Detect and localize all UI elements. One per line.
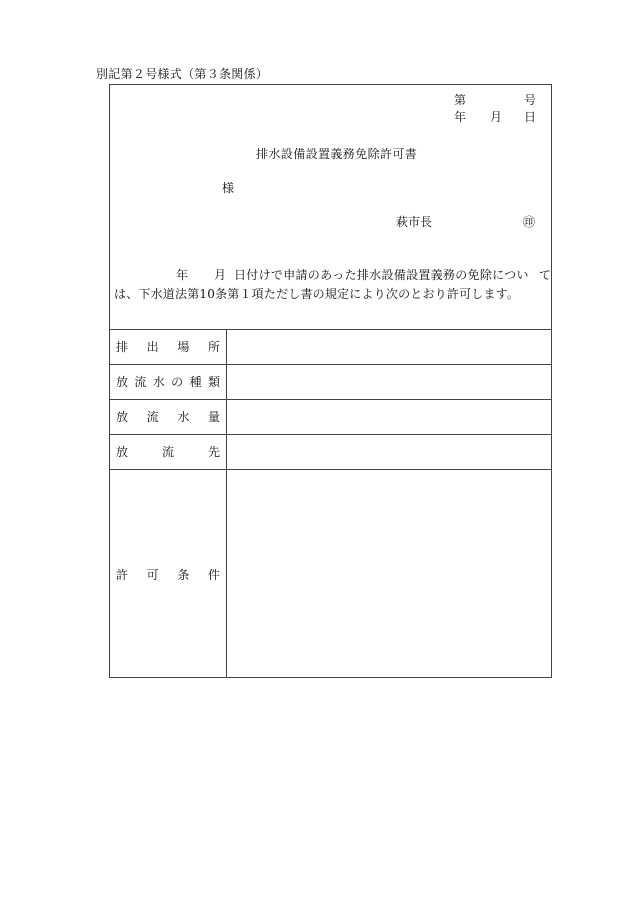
discharge-volume-field[interactable]	[227, 400, 551, 434]
discharge-location-field[interactable]	[227, 330, 551, 364]
go-label: 号	[524, 93, 537, 107]
header-day-label: 日	[524, 110, 537, 124]
number-label: 第	[454, 93, 467, 107]
permit-form	[109, 84, 552, 678]
form-caption: 別記第２号様式（第３条関係）	[96, 67, 269, 81]
body-line1: 日付けで申請のあった排水設備設置義務の免除につい	[234, 268, 529, 282]
addressee-suffix: 様	[222, 181, 235, 195]
label-permit-conditions: 許 可 条 件	[116, 568, 220, 582]
seal-mark: ㊞	[523, 215, 536, 229]
body-year-label: 年	[176, 268, 189, 282]
body-month-label: 月	[214, 268, 227, 282]
label-discharge-volume: 放 流 水 量	[116, 410, 220, 424]
issuer-name: 萩市長	[396, 215, 433, 229]
label-discharge-water-type: 放 流 水 の 種 類	[116, 375, 220, 389]
discharge-destination-field[interactable]	[227, 435, 551, 469]
label-discharge-destination: 放 流 先	[116, 445, 220, 459]
body-line1-end: て	[539, 268, 552, 282]
header-year-label: 年	[454, 110, 467, 124]
header-month-label: 月	[490, 110, 503, 124]
body-line2: は、下水道法第10条第１項ただし書の規定により次のとおり許可します。	[114, 287, 520, 301]
document-title: 排水設備設置義務免除許可書	[256, 147, 418, 161]
permit-conditions-field[interactable]	[227, 470, 551, 678]
discharge-water-type-field[interactable]	[227, 365, 551, 399]
label-discharge-location: 排 出 場 所	[116, 340, 220, 354]
